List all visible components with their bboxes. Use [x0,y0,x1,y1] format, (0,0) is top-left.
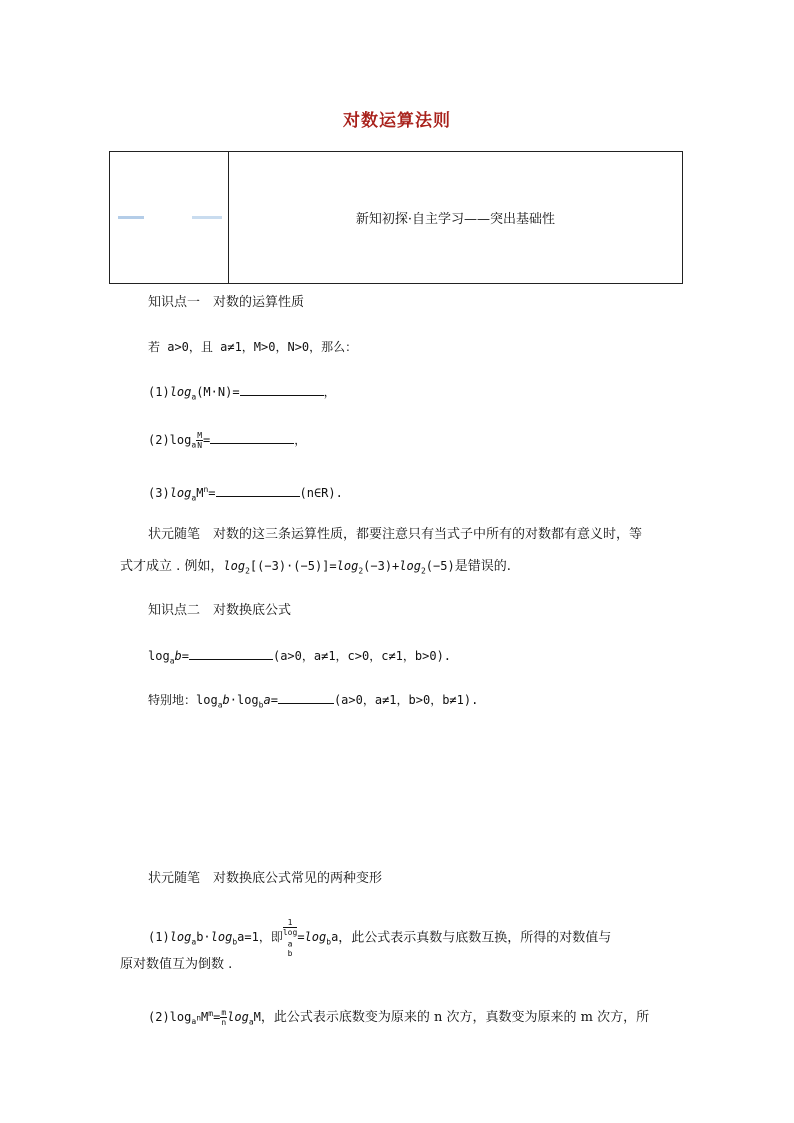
answer-blank [210,431,294,444]
variant2-line1: $(2)\log_{a^n}M^m=$ $\frac{m}{n}$ $\log_aM$，此公式表示底数变为原来的 n 次方，真数变为原来的 m 次方，所 [148,1008,650,1027]
page-title: 对数运算法则 [343,111,451,131]
answer-blank [216,484,300,497]
note1-line1: 状元随笔 对数的这三条运算性质，都要注意只有当式子中所有的对数都有意义时，等 [148,527,643,542]
banner-decoration [110,152,229,283]
formula-power: $(3)\log_aM^n=$ (n∈R). [148,485,343,503]
decoration-bar [118,216,144,219]
section-banner [109,151,683,284]
change-of-base-formula: $\log_ab= (a>0$，a≠1，c>0，c≠1，b>0). [148,649,452,666]
formula-quotient: $(2)\log_a$ $\frac{M}{N}$ = ， [148,431,307,450]
kp2-heading: 知识点二 对数换底公式 [148,603,292,618]
formula-product: $(1)\log_a(M\cdot N)=$ ， [148,385,336,402]
decoration-bar [192,216,222,219]
variant1-line2: 原对数值互为倒数 . [120,957,233,972]
note1-line2: 式才成立 . 例如，$\log_2[(-3)\cdot(-5)]=\log_2(-3)+\log_2(-5)$是错误的. [120,559,511,576]
special-case-formula: 特别地：$\log_ab\cdot\log_ba= (a>0$，a≠1，b>0，b≠1). [148,693,479,710]
note2-heading: 状元随笔 对数换底公式常见的两种变形 [148,871,383,886]
answer-blank [189,647,273,660]
answer-blank [240,383,324,396]
answer-blank [278,691,334,704]
variant1-line1: $(1)\log_ab\cdot\log_ba=1$，即 1 log $_a$ b $=\log_ba$，此公式表示真数与底数互换，所得的对数值与 [148,918,612,958]
banner-text: 新知初探·自主学习——突出基础性 [355,212,556,227]
kp1-heading: 知识点一 对数的运算性质 [148,295,305,310]
kp1-condition: 若 a>0，且 a≠1，M>0，N>0，那么： [148,340,358,354]
